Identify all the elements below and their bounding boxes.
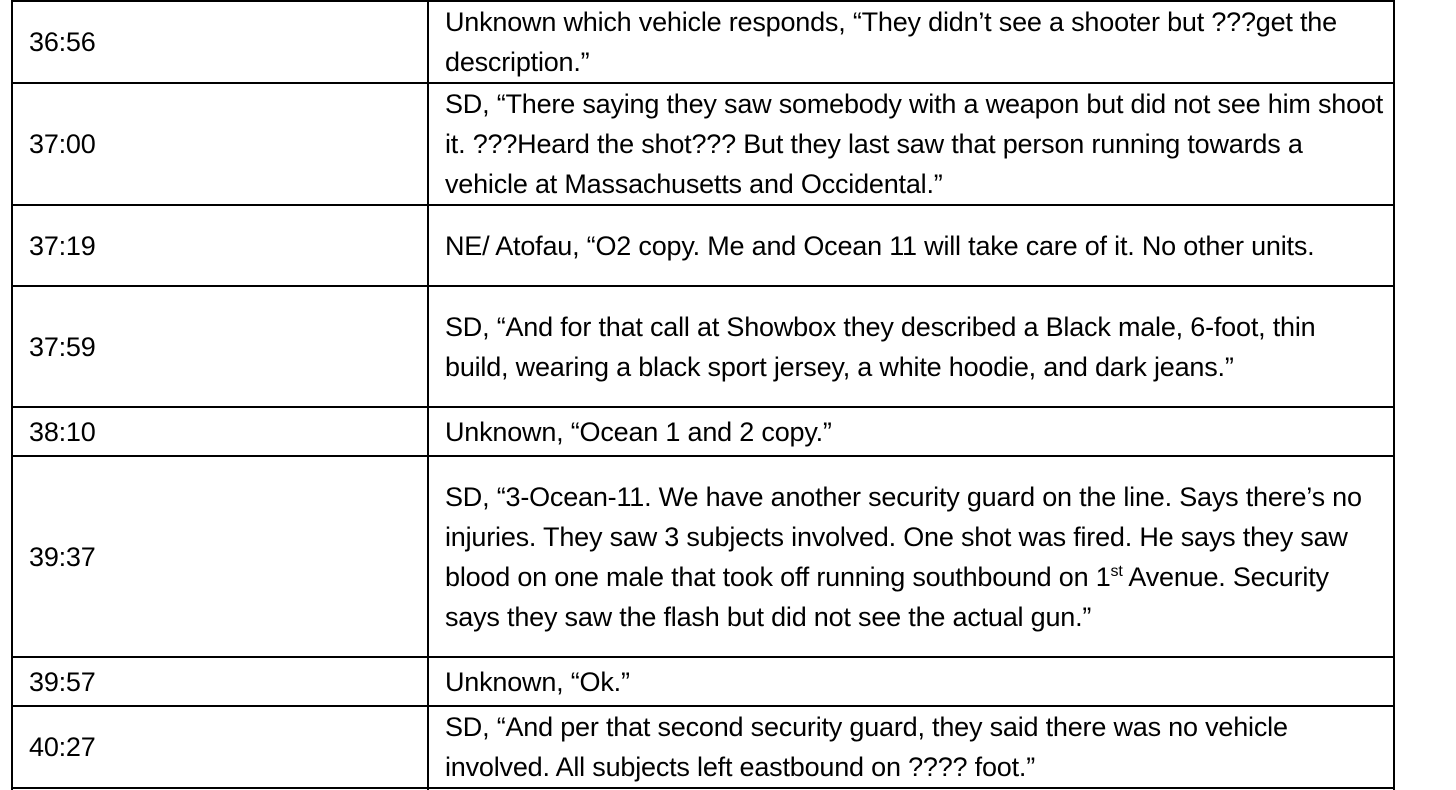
- transcript-cell: SD, “And per that second security guard, they said there was no vehicle involved. All subjects left eastbound on ???? foot.”: [428, 706, 1394, 788]
- timestamp-cell: 40:27: [12, 706, 428, 788]
- table-row: [12, 657, 1394, 706]
- timestamp-cell: 37:59: [12, 286, 428, 407]
- timestamp-cell: 39:37: [12, 456, 428, 657]
- transcript-text-part: SD, “3-Ocean-11. We have another security guard on the line. Says there’s no injuries. They saw 3 subjects involved. One shot was fired. He says they saw blood on one male that took off running southbound on 1: [445, 481, 1362, 592]
- table-row: [12, 1, 1394, 83]
- table-row: [12, 205, 1394, 286]
- transcript-cell: Unknown, “Ocean 1 and 2 copy.”: [428, 407, 1394, 456]
- transcript-cell: SD, “And for that call at Showbox they described a Black male, 6-foot, thin build, wearing a black sport jersey, a white hoodie, and dark jeans.”: [428, 286, 1394, 407]
- transcript-text-part: Avenue. Security says they saw the flash but did not see the actual gun.”: [445, 561, 1329, 632]
- transcript-text: [445, 482, 1362, 632]
- transcript-cell: [428, 456, 1394, 657]
- table-row: [12, 286, 1394, 407]
- ordinal-suffix: st: [1110, 562, 1123, 580]
- timestamp-cell: 39:57: [12, 657, 428, 706]
- table-row: [12, 407, 1394, 456]
- timestamp-cell: 38:10: [12, 407, 428, 456]
- transcript-cell: NE/ Atofau, “O2 copy. Me and Ocean 11 will take care of it. No other units.: [428, 205, 1394, 286]
- radio-log-table: [11, 0, 1395, 790]
- transcript-cell: Unknown, “Ok.”: [428, 657, 1394, 706]
- timestamp-cell: 37:19: [12, 205, 428, 286]
- table-row: [12, 83, 1394, 205]
- timestamp-cell: 37:00: [12, 83, 428, 205]
- transcript-cell: Unknown which vehicle responds, “They didn’t see a shooter but ???get the description.”: [428, 1, 1394, 83]
- table-row: [12, 456, 1394, 657]
- transcript-cell: SD, “There saying they saw somebody with a weapon but did not see him shoot it. ???Heard the shot??? But they last saw that person running towards a vehicle at Massachusetts and Occidental.”: [428, 83, 1394, 205]
- table-row: [12, 706, 1394, 788]
- timestamp-cell: 36:56: [12, 1, 428, 83]
